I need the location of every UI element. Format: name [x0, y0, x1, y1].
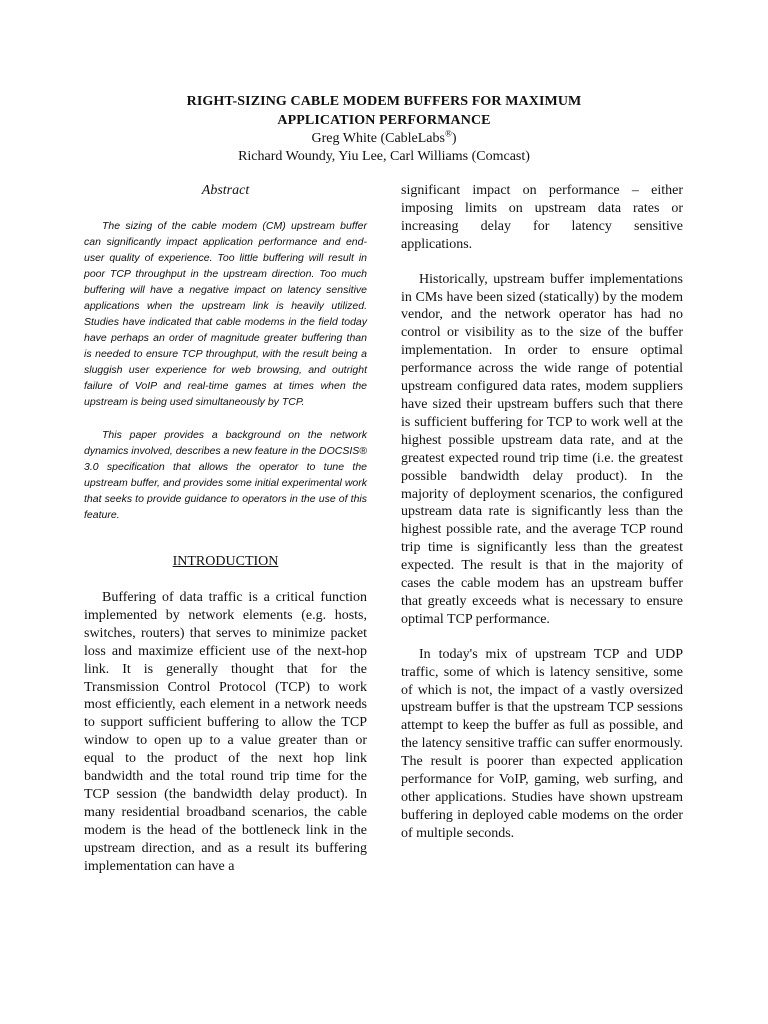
paper-title-line-1: RIGHT-SIZING CABLE MODEM BUFFERS FOR MAXIMUM — [186, 94, 582, 109]
introduction-paragraph-1: Buffering of data traffic is a critical function implemented by network elements (e.g. hosts, switches, routers) that serves to minimize packet loss and maximize efficient use of the next-hop link. It is generally thought that for the Transmission Control Protocol (TCP) to work most efficiently, each element in a network needs to support sufficient buffering to allow the TCP window to open up to a value greater than or equal to the product of the next hop link bandwidth and the total round trip time for the TCP session (the bandwidth delay product). In many residential broadband scenarios, the cable modem is the head of the bottleneck link in the upstream direction, and as a result its buffering implementation can have a — [84, 590, 367, 874]
author-line-2: Richard Woundy, Yiu Lee, Carl Williams (Comcast) — [238, 149, 530, 164]
introduction-heading: INTRODUCTION — [172, 554, 279, 569]
introduction-paragraph-2: Historically, upstream buffer implementations in CMs have been sized (statically) by the modem vendor, and the network operator has had no control or visibility as to the size of the buffer implementation. In order to ensure optimal performance across the wide range of potential upstream configured data rates, modem suppliers have sized their upstream buffers such that there is sufficient buffering for TCP to work well at the highest possible upstream data rate, and at the greatest expected round trip time (i.e. the greatest possible bandwidth delay product). In the majority of deployment scenarios, the configured upstream data rate is significantly less than the highest possible rate, and the average TCP round trip time is significantly less than the greatest expected. The result is that in the majority of cases the cable modem has an upstream buffer that greatly exceeds what is necessary to ensure optimal TCP performance. — [401, 271, 683, 627]
introduction-paragraph-3: In today's mix of upstream TCP and UDP traffic, some of which is latency sensitive, some of which is not, the impact of a vastly oversized upstream buffer is that the upstream TCP sessions attempt to keep the buffer as full as possible, and the latency sensitive traffic can suffer enormously. The result is poorer than expected application performance for VoIP, gaming, web surfing, and other applications. Studies have shown upstream buffering in deployed cable modems on the order of multiple seconds. — [401, 646, 683, 841]
right-column — [401, 182, 683, 860]
registered-mark: ® — [444, 128, 452, 139]
abstract-paragraph-1: The sizing of the cable modem (CM) upstream buffer can significantly impact application performance and end-user quality of experience. Too little buffering will result in poor TCP throughput in the upstream direction. Too much buffering will have a negative impact on latency sensitive applications when the upstream link is heavily utilized. Studies have indicated that cable modems in the field today have perhaps an order of magnitude greater buffering than is needed to ensure TCP throughput, with the result being a sluggish user experience for web browsing, and outright failure of VoIP and real-time games at times when the upstream is being used simultaneously by TCP. — [84, 220, 367, 408]
author-1-close: ) — [451, 131, 457, 146]
introduction-continuation: significant impact on performance – either imposing limits on upstream data rates or increasing delay for latency sensitive applications. — [401, 183, 683, 252]
author-1-name: Greg White (CableLabs — [311, 131, 445, 146]
left-column — [84, 182, 367, 893]
paper-title-line-2: APPLICATION PERFORMANCE — [277, 113, 491, 128]
author-line-1 — [84, 130, 684, 148]
abstract-heading: Abstract — [201, 183, 250, 198]
paper-header — [84, 92, 684, 166]
abstract-paragraph-2: This paper provides a background on the network dynamics involved, describes a new feature in the DOCSIS® 3.0 specification that allows the operator to tune the upstream buffer, and provides some initial experimental work that seeks to provide guidance to operators in the use of this feature. — [84, 429, 367, 521]
